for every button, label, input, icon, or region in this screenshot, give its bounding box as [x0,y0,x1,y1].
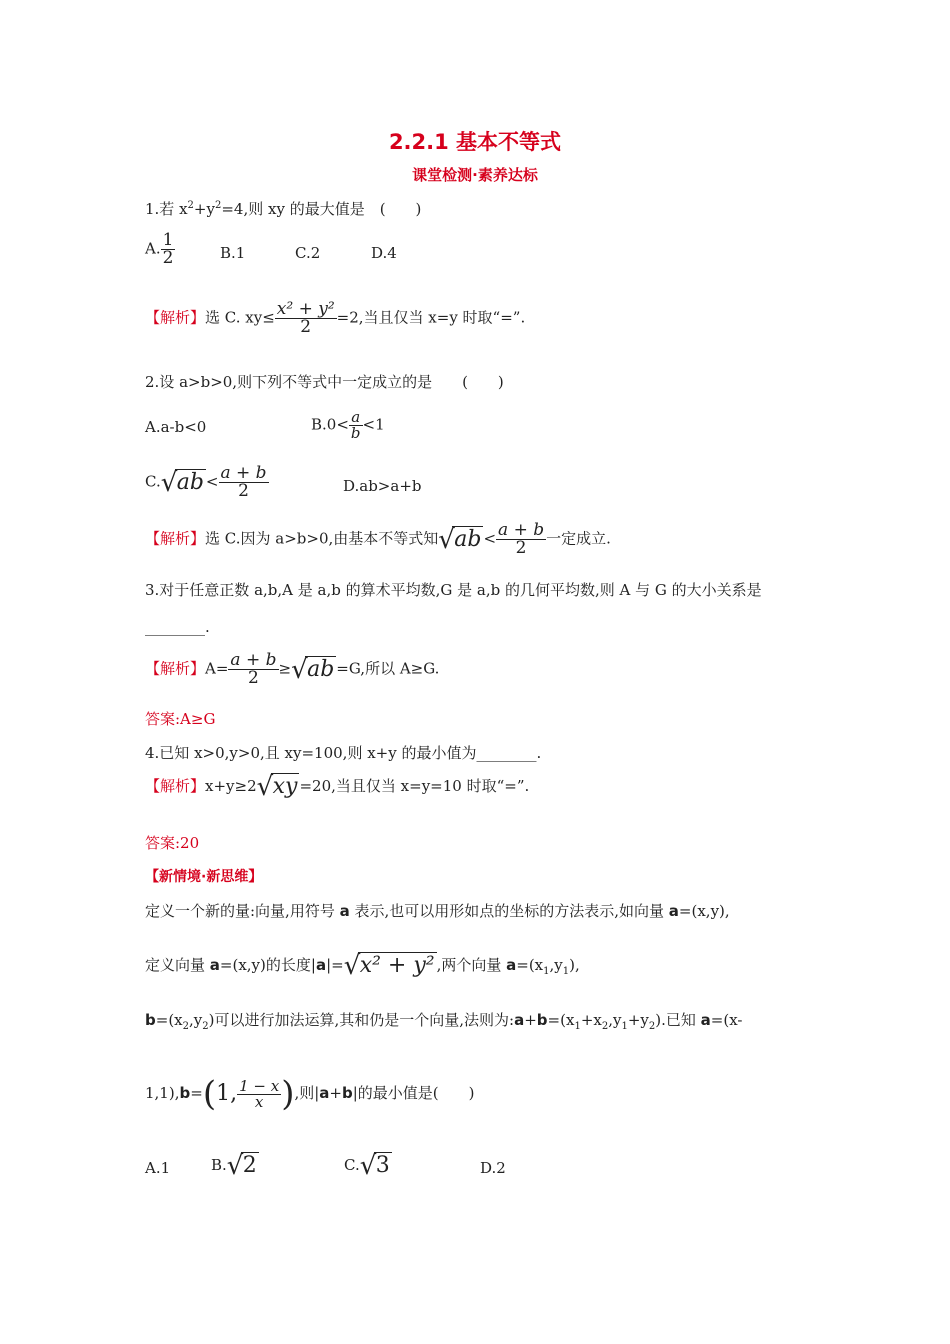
page-title: 2.2.1 基本不等式 [388,130,562,154]
answer-3: 【解析】A= $\frac{a + b}{2}$ ≥ √ ab =G,所以 A≥G. [145,650,440,688]
question-1: 1.若 $x^2+y^2=4$,则 xy 的最大值是 ( ) [145,200,422,218]
question-2: 2.设 a>b>0,则下列不等式中一定成立的是 ( ) [145,373,504,391]
answer-4: 【解析】x+y≥2 √ xy =20,当且仅当 x=y=10 时取“=”. [145,772,530,802]
answer-3-result: 答案:A≥G [145,710,216,728]
paragraph-4: 1,1),b=(1, $\frac{1 - x}{x}$ ),则|a+b|的最小值是( ) [145,1074,475,1114]
question-3-blank: ________. [145,618,210,636]
page-subtitle: 课堂检测·素养达标 [412,166,538,184]
question-2-options-cd: C. √ ab < $\frac{a + b}{2}$ D.ab>a+b [145,463,422,501]
answer-4-result: 答案:20 [145,834,200,852]
section-heading: 【新情境·新思维】 [145,869,263,885]
answer-2: 【解析】选 C.因为 a>b>0,由基本不等式知 √ ab < $\frac{a + b}{2}$ 一定成立. [145,520,611,558]
paragraph-2: 定义向量 a=(x,y)的长度|a|= √ x² + y² ,两个向量 $a=(x_1,y_1)$, [145,951,580,981]
question-3: 3.对于任意正数 a,b,A 是 a,b 的算术平均数,G 是 a,b 的几何平均数,则 A 与 G 的大小关系是 [145,581,762,599]
paragraph-3: $b=(x_2,y_2)$可以进行加法运算,其和仍是一个向量,法则为$:a+b=(x_1+x_2,y_1+y_2)$.已知 a=(x- [145,1011,743,1032]
answer-1: 【解析】选 C. xy≤ $\frac{\text{x² + y²}}{2}$ =2,当且仅当 x=y 时取“=”. [145,299,526,337]
question-1-options: A. $\frac{1}{2}$ B.1 C.2 D.4 [145,230,397,268]
question-4: 4.已知 x>0,y>0,且 xy=100,则 x+y 的最小值为________. [145,744,542,762]
paragraph-1: 定义一个新的量:向量,用符号 a 表示,也可以用形如点的坐标的方法表示,如向量 a=(x,y), [145,902,730,920]
